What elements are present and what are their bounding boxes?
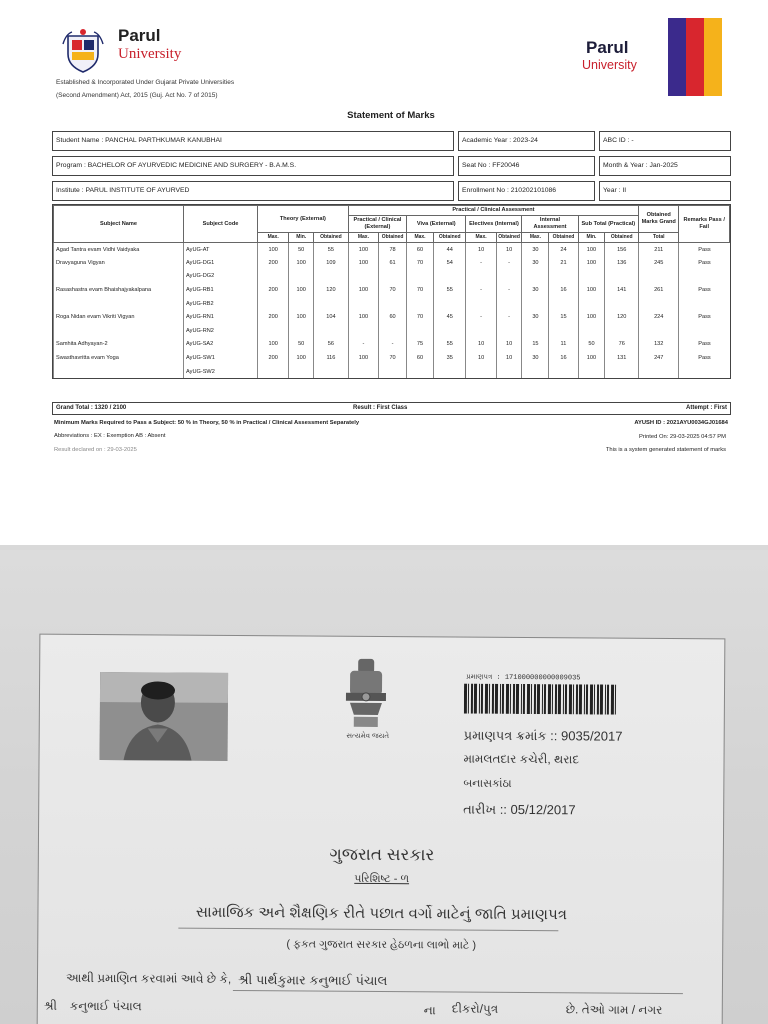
result: Result : First Class bbox=[353, 405, 408, 411]
header-electives: Electives (Internal) bbox=[466, 216, 522, 233]
table-cell: 44 bbox=[433, 243, 466, 257]
table-cell: 16 bbox=[549, 351, 578, 365]
table-cell: AyUG-RB1 bbox=[184, 283, 258, 297]
table-cell: 100 bbox=[257, 338, 288, 352]
brand-bar bbox=[686, 18, 704, 96]
table-cell: 104 bbox=[314, 310, 349, 324]
table-cell bbox=[466, 270, 496, 284]
subheader-obtained: Obtained bbox=[549, 233, 578, 243]
table-cell: 100 bbox=[257, 243, 288, 257]
subheader-max: Max. bbox=[407, 233, 434, 243]
table-cell: 45 bbox=[433, 310, 466, 324]
table-cell bbox=[289, 365, 314, 379]
header-subject-code: Subject Code bbox=[184, 206, 258, 243]
table-cell: Samhita Adhyayan-2 bbox=[54, 338, 184, 352]
table-cell bbox=[578, 297, 605, 311]
table-cell bbox=[433, 270, 466, 284]
table-cell bbox=[549, 297, 578, 311]
table-cell bbox=[466, 297, 496, 311]
table-cell: 54 bbox=[433, 256, 466, 270]
caste-certificate-photo bbox=[0, 550, 768, 1024]
table-cell: - bbox=[496, 310, 522, 324]
table-cell: AyUG-SW1 bbox=[184, 351, 258, 365]
table-cell: 78 bbox=[379, 243, 407, 257]
program-field: Program : BACHELOR OF AYURVEDIC MEDICINE AND SURGERY - B.A.M.S. bbox=[52, 156, 454, 176]
table-cell: 61 bbox=[379, 256, 407, 270]
table-cell: Rasashastra evam Bhaishajyakalpana bbox=[54, 283, 184, 297]
applicant-name: શ્રી પાર્થકુમાર કનુભાઈ પંચાલ bbox=[237, 972, 388, 989]
institute-field: Institute : PARUL INSTITUTE OF AYURVED bbox=[52, 181, 454, 201]
table-cell: 24 bbox=[549, 243, 578, 257]
table-cell: 100 bbox=[348, 256, 378, 270]
header-theory: Theory (External) bbox=[257, 206, 348, 233]
table-cell bbox=[379, 365, 407, 379]
government-heading: ગુજરાત સરકાર bbox=[329, 844, 435, 865]
table-cell: 10 bbox=[496, 351, 522, 365]
university-logo-left bbox=[56, 22, 276, 102]
table-cell: 30 bbox=[522, 256, 549, 270]
table-cell bbox=[605, 365, 639, 379]
table-cell: 261 bbox=[639, 283, 679, 297]
table-cell: 100 bbox=[348, 310, 378, 324]
table-cell: Pass bbox=[679, 310, 730, 324]
table-cell bbox=[257, 324, 288, 338]
relation: દીકરો/પુત્ર bbox=[451, 1001, 499, 1016]
table-cell: 100 bbox=[578, 351, 605, 365]
table-cell bbox=[348, 365, 378, 379]
certify-statement: આથી પ્રમાણિત કરવામાં આવે છે કે, bbox=[65, 970, 232, 986]
table-cell bbox=[496, 297, 522, 311]
table-cell: 120 bbox=[605, 310, 639, 324]
table-cell: 100 bbox=[289, 351, 314, 365]
village-label: છે. તેઓ ગામ / નગર bbox=[565, 1002, 663, 1017]
table-cell bbox=[289, 270, 314, 284]
table-cell: 15 bbox=[522, 338, 549, 352]
table-cell: AyUG-DG1 bbox=[184, 256, 258, 270]
result-declared-on: Result declared on : 29-03-2025 bbox=[54, 447, 137, 453]
table-cell: 10 bbox=[466, 351, 496, 365]
table-cell bbox=[314, 365, 349, 379]
abbreviations-note: Abbreviations : EX : Exemption AB : Absent bbox=[54, 433, 166, 439]
table-cell: 55 bbox=[433, 283, 466, 297]
table-cell bbox=[522, 270, 549, 284]
subheader-obtained: Obtained bbox=[433, 233, 466, 243]
table-cell bbox=[348, 297, 378, 311]
table-cell: 136 bbox=[605, 256, 639, 270]
table-cell bbox=[289, 324, 314, 338]
table-cell: - bbox=[466, 283, 496, 297]
table-cell: 35 bbox=[433, 351, 466, 365]
establishment-note bbox=[56, 76, 234, 102]
table-cell bbox=[522, 297, 549, 311]
table-cell: 50 bbox=[289, 243, 314, 257]
table-cell: 70 bbox=[407, 283, 434, 297]
table-cell bbox=[639, 324, 679, 338]
table-cell bbox=[379, 324, 407, 338]
table-row bbox=[54, 310, 730, 324]
table-cell: 76 bbox=[605, 338, 639, 352]
title-underline bbox=[178, 928, 558, 932]
university-logo-right bbox=[582, 18, 722, 98]
table-cell: 200 bbox=[257, 256, 288, 270]
table-cell bbox=[605, 324, 639, 338]
table-cell: - bbox=[348, 338, 378, 352]
table-cell bbox=[348, 324, 378, 338]
student-name-field: Student Name : PANCHAL PARTHKUMAR KANUBHAI bbox=[52, 131, 454, 151]
subheader-obtained: Obtained bbox=[496, 233, 522, 243]
table-cell bbox=[433, 297, 466, 311]
certificate-title: સામાજિક અને શૈક્ષણિક રીતે પછાત વર્ગો માટેનું જાતિ પ્રમાણપત્ર bbox=[195, 903, 568, 924]
name-underline bbox=[233, 990, 683, 994]
table-cell: 10 bbox=[466, 338, 496, 352]
table-cell: 30 bbox=[522, 283, 549, 297]
table-cell: Roga Nidan evam Vikriti Vigyan bbox=[54, 310, 184, 324]
table-cell: - bbox=[466, 256, 496, 270]
table-cell: 100 bbox=[289, 283, 314, 297]
table-cell: AyUG-AT bbox=[184, 243, 258, 257]
table-cell: - bbox=[496, 256, 522, 270]
table-cell: AyUG-RN1 bbox=[184, 310, 258, 324]
academic-year-field: Academic Year : 2023-24 bbox=[458, 131, 595, 151]
seat-no-field: Seat No : FF20046 bbox=[458, 156, 595, 176]
table-cell: 70 bbox=[379, 351, 407, 365]
table-cell: 56 bbox=[314, 338, 349, 352]
table-cell: 100 bbox=[289, 256, 314, 270]
table-cell bbox=[379, 270, 407, 284]
table-cell bbox=[407, 270, 434, 284]
table-cell: 141 bbox=[605, 283, 639, 297]
issuing-office: મામલતદાર કચેરી, થરાદ bbox=[463, 751, 580, 767]
district: બનાસકાંઠા bbox=[463, 777, 512, 790]
table-cell: 30 bbox=[522, 243, 549, 257]
table-row bbox=[54, 256, 730, 270]
subheader-obtained: Obtained bbox=[379, 233, 407, 243]
table-cell bbox=[314, 297, 349, 311]
table-row bbox=[54, 243, 730, 257]
table-cell: 156 bbox=[605, 243, 639, 257]
subheader-min: Min. bbox=[578, 233, 605, 243]
barcode-number: પ્રમાણપત્ર : 171000000000009035 bbox=[466, 673, 581, 683]
table-cell: 55 bbox=[314, 243, 349, 257]
brand-name: Parul bbox=[118, 26, 161, 45]
subheader-max: Max. bbox=[522, 233, 549, 243]
table-cell bbox=[679, 270, 730, 284]
table-cell bbox=[257, 270, 288, 284]
table-cell bbox=[639, 270, 679, 284]
subheader-total: Total bbox=[639, 233, 679, 243]
table-cell bbox=[496, 270, 522, 284]
subheader-obtained: Obtained bbox=[605, 233, 639, 243]
table-cell: 70 bbox=[379, 283, 407, 297]
table-row bbox=[54, 297, 730, 311]
table-cell bbox=[578, 270, 605, 284]
ayush-id: AYUSH ID : 2021AYU0034GJ01684 bbox=[634, 420, 728, 426]
table-cell bbox=[578, 324, 605, 338]
grand-total-bar bbox=[52, 402, 731, 415]
table-cell bbox=[522, 324, 549, 338]
table-cell: 15 bbox=[549, 310, 578, 324]
brand-bar bbox=[668, 18, 686, 96]
table-cell: 70 bbox=[407, 256, 434, 270]
table-cell bbox=[605, 297, 639, 311]
grand-total: Grand Total : 1320 / 2100 bbox=[56, 405, 127, 411]
table-cell bbox=[679, 365, 730, 379]
table-cell bbox=[314, 324, 349, 338]
table-cell: AyUG-RN2 bbox=[184, 324, 258, 338]
table-cell bbox=[407, 365, 434, 379]
table-cell bbox=[679, 297, 730, 311]
person-photo-icon bbox=[100, 672, 229, 761]
table-cell: 55 bbox=[433, 338, 466, 352]
table-cell: Pass bbox=[679, 243, 730, 257]
table-cell bbox=[578, 365, 605, 379]
table-cell: 10 bbox=[466, 243, 496, 257]
table-cell: 100 bbox=[348, 351, 378, 365]
table-cell bbox=[605, 270, 639, 284]
table-cell: Pass bbox=[679, 256, 730, 270]
table-cell bbox=[522, 365, 549, 379]
table-cell: 100 bbox=[348, 243, 378, 257]
header-remarks: Remarks Pass / Fail bbox=[679, 206, 730, 243]
system-generated-note: This is a system generated statement of marks bbox=[605, 447, 726, 453]
header-viva: Viva (External) bbox=[407, 216, 466, 233]
table-cell: - bbox=[379, 338, 407, 352]
table-row bbox=[54, 351, 730, 365]
year-field: Year : II bbox=[599, 181, 731, 201]
table-cell: 100 bbox=[578, 256, 605, 270]
table-cell: 11 bbox=[549, 338, 578, 352]
table-cell: AyUG-RB2 bbox=[184, 297, 258, 311]
table-cell: 200 bbox=[257, 310, 288, 324]
table-cell: Swasthavritta evam Yoga bbox=[54, 351, 184, 365]
table-cell bbox=[289, 297, 314, 311]
establishment-line-2: (Second Amendment) Act, 2015 (Guj. Act No. 7 of 2015) bbox=[56, 92, 218, 99]
table-cell bbox=[496, 324, 522, 338]
table-cell: 245 bbox=[639, 256, 679, 270]
table-cell bbox=[549, 365, 578, 379]
header-practical-external: Practical / Clinical (External) bbox=[348, 216, 406, 233]
table-cell: 60 bbox=[379, 310, 407, 324]
enrollment-field: Enrollment No : 210202101086 bbox=[458, 181, 595, 201]
table-cell: 16 bbox=[549, 283, 578, 297]
certificate-subtitle: ( ફકત ગુજરાત સરકાર હેઠળના લાભો માટે ) bbox=[286, 938, 477, 952]
table-cell bbox=[549, 324, 578, 338]
table-cell: 10 bbox=[496, 338, 522, 352]
certificate-page bbox=[37, 634, 726, 1024]
table-cell: - bbox=[496, 283, 522, 297]
header-subtotal: Sub Total (Practical) bbox=[578, 216, 639, 233]
table-cell: 247 bbox=[639, 351, 679, 365]
table-row bbox=[54, 283, 730, 297]
table-cell: 120 bbox=[314, 283, 349, 297]
table-cell: 200 bbox=[257, 283, 288, 297]
table-cell bbox=[54, 297, 184, 311]
printed-on: Printed On: 29-03-2025 04:57 PM bbox=[638, 434, 726, 440]
table-cell: 21 bbox=[549, 256, 578, 270]
table-cell: 116 bbox=[314, 351, 349, 365]
table-cell: AyUG-SW2 bbox=[184, 365, 258, 379]
table-cell bbox=[639, 297, 679, 311]
header-subject-name: Subject Name bbox=[54, 206, 184, 243]
applicant-photo bbox=[100, 672, 229, 761]
table-cell: 100 bbox=[578, 283, 605, 297]
abc-id-field: ABC ID : - bbox=[599, 131, 731, 151]
table-cell: 100 bbox=[289, 310, 314, 324]
table-cell: 30 bbox=[522, 351, 549, 365]
table-cell bbox=[54, 324, 184, 338]
table-cell: Agad Tantra evam Vidhi Vaidyaka bbox=[54, 243, 184, 257]
month-year-field: Month & Year : Jan-2025 bbox=[599, 156, 731, 176]
table-cell bbox=[496, 365, 522, 379]
table-row bbox=[54, 324, 730, 338]
marks-table bbox=[52, 204, 731, 379]
establishment-line-1: Established & Incorporated Under Gujarat Private Universities bbox=[56, 79, 235, 86]
brand-sub: University bbox=[118, 46, 182, 62]
attempt: Attempt : First bbox=[686, 405, 727, 411]
table-cell bbox=[54, 365, 184, 379]
document-title: Statement of Marks bbox=[347, 110, 435, 121]
emblem-caption: સત્યમેવ જયતે bbox=[346, 732, 390, 741]
table-cell: - bbox=[466, 310, 496, 324]
table-row bbox=[54, 270, 730, 284]
table-cell bbox=[466, 365, 496, 379]
table-cell bbox=[466, 324, 496, 338]
na-label: ના bbox=[423, 1003, 436, 1018]
header-obtained-marks: Obtained Marks Grand bbox=[639, 206, 679, 233]
table-cell: Pass bbox=[679, 338, 730, 352]
annexure-label: પરિશિષ્ટ - ળ bbox=[354, 872, 410, 886]
table-cell: 200 bbox=[257, 351, 288, 365]
table-cell bbox=[433, 324, 466, 338]
shri-label: શ્રી bbox=[43, 998, 58, 1013]
table-cell: 30 bbox=[522, 310, 549, 324]
header-practical-clinical: Practical / Clinical Assessment bbox=[348, 206, 638, 216]
table-cell: 132 bbox=[639, 338, 679, 352]
table-cell: 100 bbox=[348, 283, 378, 297]
table-cell bbox=[348, 270, 378, 284]
table-cell: AyUG-DG2 bbox=[184, 270, 258, 284]
table-cell: 70 bbox=[407, 310, 434, 324]
table-cell bbox=[257, 297, 288, 311]
right-brand-name: Parul bbox=[586, 38, 629, 57]
table-cell: Dravyaguna Vigyan bbox=[54, 256, 184, 270]
table-cell: 100 bbox=[578, 310, 605, 324]
table-cell: 100 bbox=[578, 243, 605, 257]
table-cell: Pass bbox=[679, 283, 730, 297]
table-cell bbox=[433, 365, 466, 379]
table-cell: 131 bbox=[605, 351, 639, 365]
table-cell: Pass bbox=[679, 351, 730, 365]
subheader-obtained: Obtained bbox=[314, 233, 349, 243]
table-cell: 50 bbox=[578, 338, 605, 352]
brand-bar bbox=[704, 18, 722, 96]
table-cell bbox=[679, 324, 730, 338]
table-cell: 60 bbox=[407, 351, 434, 365]
brand-color-bars bbox=[668, 18, 722, 96]
national-emblem-icon bbox=[336, 655, 397, 733]
table-cell bbox=[407, 297, 434, 311]
table-cell bbox=[549, 270, 578, 284]
father-name: કનુભાઈ પંચાલ bbox=[69, 998, 142, 1014]
subheader-min: Min. bbox=[289, 233, 314, 243]
table-cell bbox=[257, 365, 288, 379]
table-row bbox=[54, 338, 730, 352]
table-cell: 10 bbox=[496, 243, 522, 257]
table-cell: AyUG-SA2 bbox=[184, 338, 258, 352]
right-brand-sub: University bbox=[582, 58, 637, 72]
table-cell bbox=[639, 365, 679, 379]
table-cell bbox=[54, 270, 184, 284]
subheader-max: Max. bbox=[257, 233, 288, 243]
university-crest-icon bbox=[62, 28, 104, 74]
header-internal: Internal Assessment bbox=[522, 216, 578, 233]
table-cell: 50 bbox=[289, 338, 314, 352]
barcode-icon bbox=[464, 684, 618, 715]
table-cell bbox=[407, 324, 434, 338]
table-cell: 75 bbox=[407, 338, 434, 352]
issue-date: તારીખ :: 05/12/2017 bbox=[463, 801, 576, 818]
table-cell: 224 bbox=[639, 310, 679, 324]
table-cell: 109 bbox=[314, 256, 349, 270]
table-cell bbox=[314, 270, 349, 284]
certificate-number: પ્રમાણપત્ર ક્રમાંક :: 9035/2017 bbox=[463, 727, 623, 744]
marks-table-body bbox=[54, 243, 730, 379]
table-row bbox=[54, 365, 730, 379]
table-cell bbox=[379, 297, 407, 311]
table-cell: 211 bbox=[639, 243, 679, 257]
minimum-marks-note: Minimum Marks Required to Pass a Subject: 50 % in Theory, 50 % in Practical / Clinical Assessment Separately bbox=[54, 420, 360, 426]
subheader-max: Max. bbox=[466, 233, 496, 243]
subheader-max: Max. bbox=[348, 233, 378, 243]
table-cell: 60 bbox=[407, 243, 434, 257]
